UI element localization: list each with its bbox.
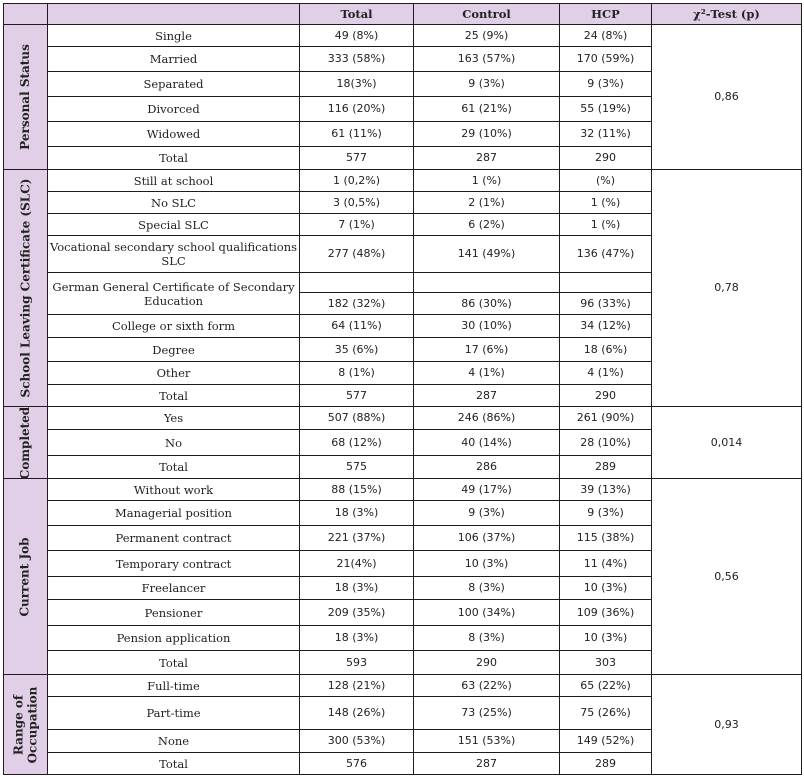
hcp-cell: 290 bbox=[560, 147, 652, 170]
hcp-cell: 136 (47%) bbox=[560, 236, 652, 273]
value-cell-empty bbox=[300, 273, 414, 293]
control-cell: 17 (6%) bbox=[414, 338, 560, 362]
control-cell: 1 (%) bbox=[414, 170, 560, 192]
control-cell: 10 (3%) bbox=[414, 551, 560, 577]
hcp-cell: 109 (36%) bbox=[560, 600, 652, 626]
row-label: Widowed bbox=[48, 122, 300, 147]
group-label-personal-status bbox=[3, 25, 48, 170]
group-label-completed bbox=[3, 407, 48, 479]
value-cell-empty bbox=[414, 273, 560, 293]
row-label: Total bbox=[48, 651, 300, 675]
control-cell: 61 (21%) bbox=[414, 97, 560, 122]
group-label-text: Range of Occupation bbox=[11, 686, 40, 763]
total-cell: 64 (11%) bbox=[300, 315, 414, 338]
hcp-cell: 289 bbox=[560, 753, 652, 775]
total-cell: 209 (35%) bbox=[300, 600, 414, 626]
control-cell: 8 (3%) bbox=[414, 577, 560, 600]
row-label: Special SLC bbox=[48, 214, 300, 236]
row-label: Total bbox=[48, 385, 300, 407]
total-cell: 1 (0,2%) bbox=[300, 170, 414, 192]
row-label: German General Certificate of Secondary Education bbox=[48, 273, 300, 315]
row-label: Degree bbox=[48, 338, 300, 362]
hcp-cell: 290 bbox=[560, 385, 652, 407]
control-cell: 287 bbox=[414, 753, 560, 775]
total-cell: 277 (48%) bbox=[300, 236, 414, 273]
control-cell: 163 (57%) bbox=[414, 47, 560, 72]
hcp-cell: (%) bbox=[560, 170, 652, 192]
control-cell: 141 (49%) bbox=[414, 236, 560, 273]
total-cell: 116 (20%) bbox=[300, 97, 414, 122]
total-cell: 300 (53%) bbox=[300, 730, 414, 753]
row-label: Temporary contract bbox=[48, 551, 300, 577]
row-label: College or sixth form bbox=[48, 315, 300, 338]
control-cell: 49 (17%) bbox=[414, 479, 560, 501]
hcp-cell: 289 bbox=[560, 456, 652, 479]
total-cell: 18(3%) bbox=[300, 72, 414, 97]
total-cell: 577 bbox=[300, 385, 414, 407]
header-chi-square-test: χ²-Test (p) bbox=[652, 3, 802, 25]
control-cell: 286 bbox=[414, 456, 560, 479]
total-cell: 507 (88%) bbox=[300, 407, 414, 430]
hcp-cell: 115 (38%) bbox=[560, 526, 652, 551]
total-cell: 128 (21%) bbox=[300, 675, 414, 697]
row-label: Freelancer bbox=[48, 577, 300, 600]
control-cell: 246 (86%) bbox=[414, 407, 560, 430]
hcp-cell: 4 (1%) bbox=[560, 362, 652, 385]
hcp-cell: 303 bbox=[560, 651, 652, 675]
header-hcp: HCP bbox=[560, 3, 652, 25]
total-cell: 49 (8%) bbox=[300, 25, 414, 47]
control-cell: 9 (3%) bbox=[414, 501, 560, 526]
hcp-cell: 9 (3%) bbox=[560, 501, 652, 526]
total-cell: 593 bbox=[300, 651, 414, 675]
hcp-cell: 34 (12%) bbox=[560, 315, 652, 338]
hcp-cell: 10 (3%) bbox=[560, 577, 652, 600]
hcp-cell: 65 (22%) bbox=[560, 675, 652, 697]
control-cell: 73 (25%) bbox=[414, 697, 560, 730]
control-cell: 290 bbox=[414, 651, 560, 675]
row-label: Separated bbox=[48, 72, 300, 97]
row-label: Managerial position bbox=[48, 501, 300, 526]
control-cell: 106 (37%) bbox=[414, 526, 560, 551]
hcp-cell: 75 (26%) bbox=[560, 697, 652, 730]
control-cell: 25 (9%) bbox=[414, 25, 560, 47]
control-cell: 30 (10%) bbox=[414, 315, 560, 338]
hcp-cell: 1 (%) bbox=[560, 192, 652, 214]
hcp-cell: 11 (4%) bbox=[560, 551, 652, 577]
group-label-text: Current Job bbox=[18, 536, 33, 617]
group-label-school-leaving-certificate-slc bbox=[3, 170, 48, 407]
total-cell: 577 bbox=[300, 147, 414, 170]
demographics-table bbox=[3, 3, 802, 775]
hcp-cell: 39 (13%) bbox=[560, 479, 652, 501]
row-label: Still at school bbox=[48, 170, 300, 192]
hcp-cell: 149 (52%) bbox=[560, 730, 652, 753]
total-cell: 7 (1%) bbox=[300, 214, 414, 236]
total-cell: 88 (15%) bbox=[300, 479, 414, 501]
total-cell: 61 (11%) bbox=[300, 122, 414, 147]
total-cell: 575 bbox=[300, 456, 414, 479]
hcp-cell: 32 (11%) bbox=[560, 122, 652, 147]
group-label-text: School Leaving Certificate (SLC) bbox=[18, 178, 32, 398]
total-cell: 221 (37%) bbox=[300, 526, 414, 551]
row-label: Yes bbox=[48, 407, 300, 430]
total-cell: 333 (58%) bbox=[300, 47, 414, 72]
value-cell-empty bbox=[560, 273, 652, 293]
control-cell: 86 (30%) bbox=[414, 293, 560, 315]
row-label: Divorced bbox=[48, 97, 300, 122]
total-cell: 21(4%) bbox=[300, 551, 414, 577]
row-label: Total bbox=[48, 456, 300, 479]
p-value-school-leaving-certificate-slc: 0,78 bbox=[652, 170, 802, 407]
row-label: Married bbox=[48, 47, 300, 72]
hcp-cell: 18 (6%) bbox=[560, 338, 652, 362]
control-cell: 100 (34%) bbox=[414, 600, 560, 626]
p-value-current-job: 0,56 bbox=[652, 479, 802, 675]
header-corner-cell bbox=[3, 3, 48, 25]
hcp-cell: 10 (3%) bbox=[560, 626, 652, 651]
total-cell: 18 (3%) bbox=[300, 577, 414, 600]
row-label: No bbox=[48, 430, 300, 456]
row-label: No SLC bbox=[48, 192, 300, 214]
total-cell: 182 (32%) bbox=[300, 293, 414, 315]
control-cell: 29 (10%) bbox=[414, 122, 560, 147]
control-cell: 287 bbox=[414, 385, 560, 407]
control-cell: 40 (14%) bbox=[414, 430, 560, 456]
row-label: Single bbox=[48, 25, 300, 47]
control-cell: 2 (1%) bbox=[414, 192, 560, 214]
control-cell: 287 bbox=[414, 147, 560, 170]
total-cell: 18 (3%) bbox=[300, 626, 414, 651]
group-label-text: Personal Status bbox=[18, 44, 33, 150]
control-cell: 4 (1%) bbox=[414, 362, 560, 385]
control-cell: 9 (3%) bbox=[414, 72, 560, 97]
row-label: Without work bbox=[48, 479, 300, 501]
control-cell: 63 (22%) bbox=[414, 675, 560, 697]
p-value-completed: 0,014 bbox=[652, 407, 802, 479]
hcp-cell: 24 (8%) bbox=[560, 25, 652, 47]
hcp-cell: 9 (3%) bbox=[560, 72, 652, 97]
header-category-cell bbox=[48, 3, 300, 25]
control-cell: 6 (2%) bbox=[414, 214, 560, 236]
p-value-personal-status: 0,86 bbox=[652, 25, 802, 170]
hcp-cell: 96 (33%) bbox=[560, 293, 652, 315]
row-label: Permanent contract bbox=[48, 526, 300, 551]
total-cell: 148 (26%) bbox=[300, 697, 414, 730]
row-label: Full-time bbox=[48, 675, 300, 697]
group-label-range-of-occupation bbox=[3, 675, 48, 775]
row-label: Pensioner bbox=[48, 600, 300, 626]
hcp-cell: 170 (59%) bbox=[560, 47, 652, 72]
hcp-cell: 28 (10%) bbox=[560, 430, 652, 456]
hcp-cell: 1 (%) bbox=[560, 214, 652, 236]
row-label: None bbox=[48, 730, 300, 753]
row-label: Total bbox=[48, 753, 300, 775]
row-label: Pension application bbox=[48, 626, 300, 651]
row-label: Part-time bbox=[48, 697, 300, 730]
total-cell: 68 (12%) bbox=[300, 430, 414, 456]
total-cell: 8 (1%) bbox=[300, 362, 414, 385]
total-cell: 35 (6%) bbox=[300, 338, 414, 362]
hcp-cell: 55 (19%) bbox=[560, 97, 652, 122]
group-label-current-job bbox=[3, 479, 48, 675]
row-label: Other bbox=[48, 362, 300, 385]
control-cell: 8 (3%) bbox=[414, 626, 560, 651]
hcp-cell: 261 (90%) bbox=[560, 407, 652, 430]
p-value-range-of-occupation: 0,93 bbox=[652, 675, 802, 775]
control-cell: 151 (53%) bbox=[414, 730, 560, 753]
row-label: Vocational secondary school qualifications SLC bbox=[48, 236, 300, 273]
header-control: Control bbox=[414, 3, 560, 25]
group-label-text: Completed bbox=[18, 406, 32, 479]
total-cell: 18 (3%) bbox=[300, 501, 414, 526]
total-cell: 576 bbox=[300, 753, 414, 775]
row-label: Total bbox=[48, 147, 300, 170]
header-total: Total bbox=[300, 3, 414, 25]
total-cell: 3 (0,5%) bbox=[300, 192, 414, 214]
